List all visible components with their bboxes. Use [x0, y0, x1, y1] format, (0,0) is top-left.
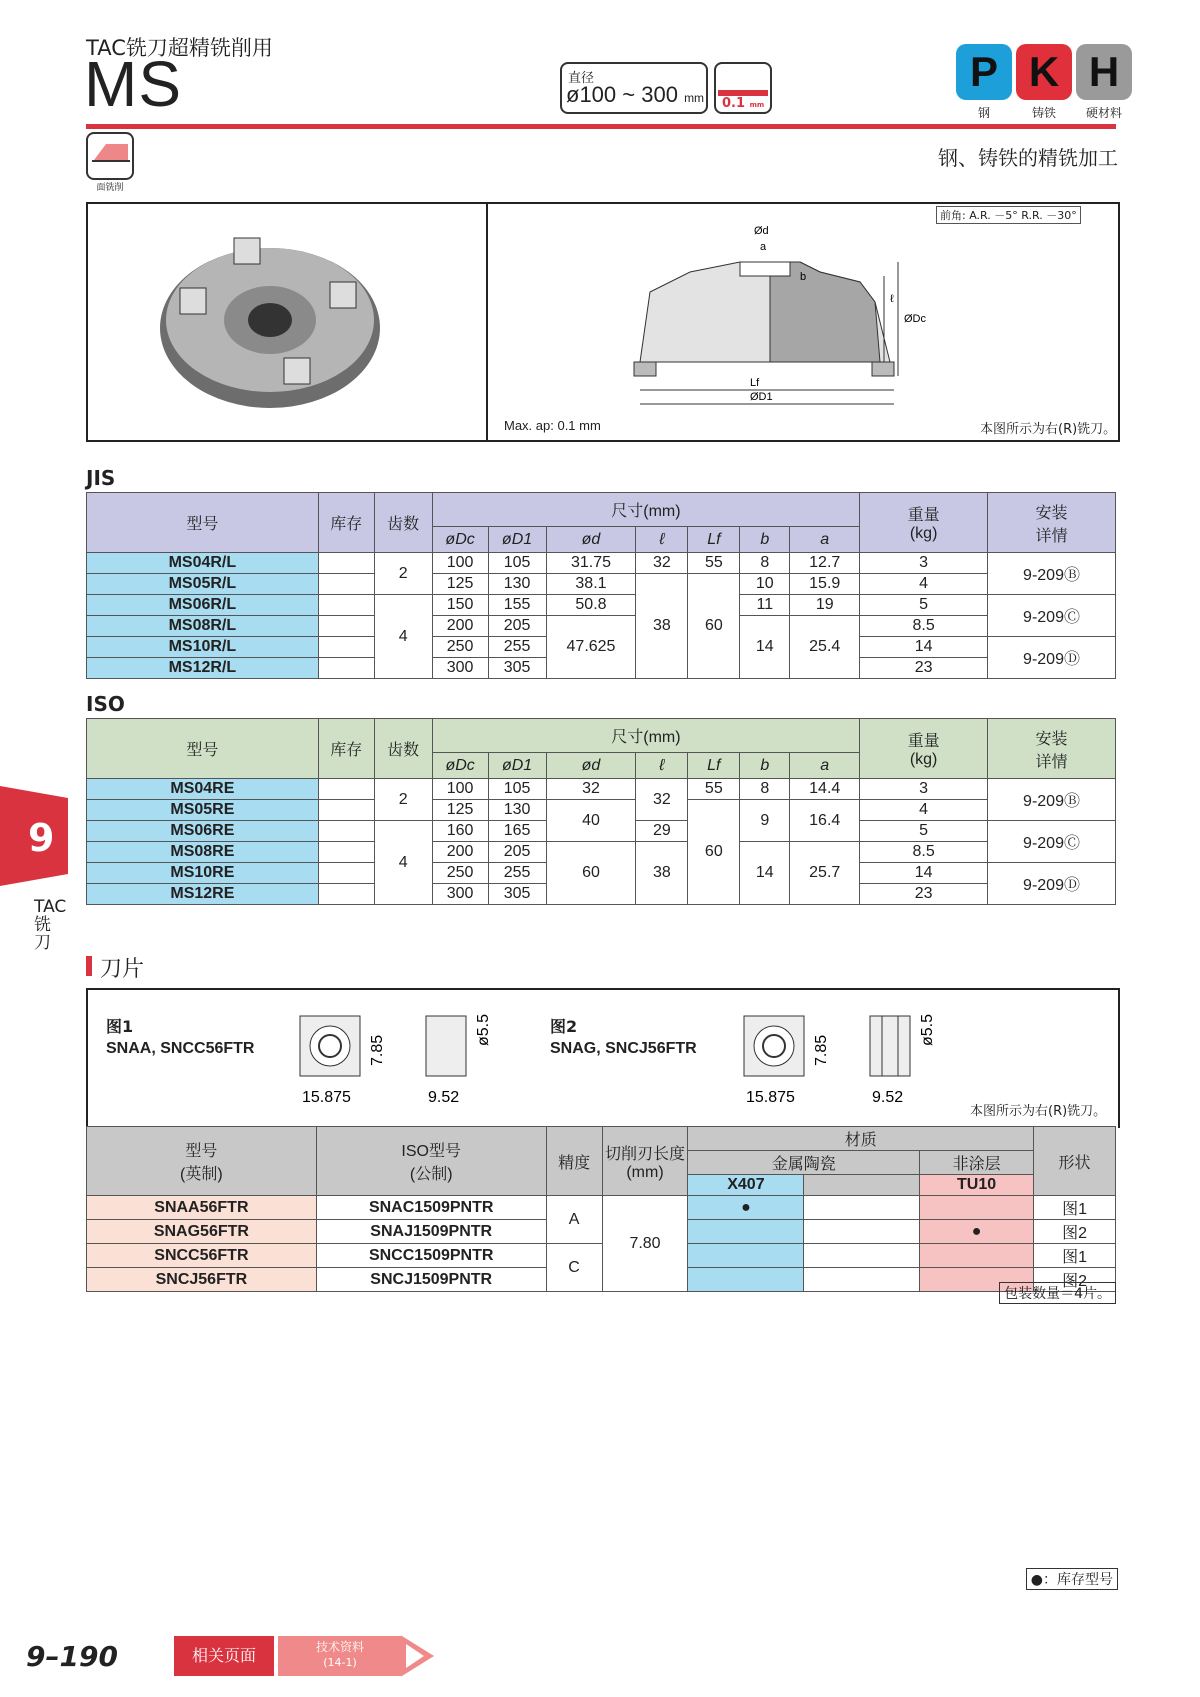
jis-teeth: 4 — [374, 595, 432, 679]
chapter-number: 9 — [28, 816, 55, 860]
iso-d1: 130 — [488, 800, 546, 821]
iso-d1: 255 — [488, 863, 546, 884]
jis-sub-d: ød — [546, 527, 636, 553]
jis-install[interactable]: 9-209Ⓑ — [988, 553, 1116, 595]
ins-shape: 图1 — [1034, 1196, 1116, 1220]
jis-l: 38 — [636, 574, 688, 679]
ins-precision: A — [546, 1196, 602, 1244]
iso-sub-d: ød — [546, 753, 636, 779]
iso-weight: 3 — [860, 779, 988, 800]
series-subtitle: TAC铣刀超精铣削用 — [86, 36, 273, 60]
jis-d: 50.8 — [546, 595, 636, 616]
iso-stock — [318, 842, 374, 863]
iso-lf: 55 — [688, 779, 740, 800]
dim-dc-label: Lf — [750, 377, 760, 389]
iso-teeth: 2 — [374, 779, 432, 821]
chapter-label: TAC铣刀 — [34, 897, 67, 953]
ins-x407 — [688, 1220, 804, 1244]
table-row — [87, 553, 1116, 574]
jis-model: MS08R/L — [87, 616, 319, 637]
ins-model: SNAG56FTR — [87, 1220, 317, 1244]
table-row — [87, 574, 1116, 595]
jis-d: 47.625 — [546, 616, 636, 679]
ins-col-shape: 形状 — [1034, 1127, 1116, 1196]
jis-stock — [318, 658, 374, 679]
iso-d1: 205 — [488, 842, 546, 863]
diameter-value: ø100 ~ 300 mm — [566, 82, 705, 107]
jis-model: MS12R/L — [87, 658, 319, 679]
iso-dc: 160 — [432, 821, 488, 842]
jis-d: 38.1 — [546, 574, 636, 595]
ins-model: SNAA56FTR — [87, 1196, 317, 1220]
jis-stock — [318, 637, 374, 658]
iso-weight: 8.5 — [860, 842, 988, 863]
dim-l-label: ℓ — [890, 293, 894, 305]
material-p-badge: P — [956, 44, 1012, 100]
iso-install[interactable]: 9-209Ⓒ — [988, 821, 1116, 863]
jis-teeth: 2 — [374, 553, 432, 595]
jis-weight: 5 — [860, 595, 988, 616]
iso-model: MS08RE — [87, 842, 319, 863]
ins-grade-tu10: TU10 — [920, 1175, 1034, 1196]
material-h-caption: 硬材料 — [1085, 106, 1122, 120]
jis-sub-d1: øD1 — [488, 527, 546, 553]
jis-sub-lf: Lf — [688, 527, 740, 553]
jis-dc: 200 — [432, 616, 488, 637]
jis-dc: 100 — [432, 553, 488, 574]
iso-d: 60 — [546, 842, 636, 905]
material-k-badge: K — [1016, 44, 1072, 100]
jis-d1: 155 — [488, 595, 546, 616]
ins-precision: C — [546, 1244, 602, 1292]
depth-badge — [714, 62, 772, 114]
jis-weight: 23 — [860, 658, 988, 679]
jis-model: MS05R/L — [87, 574, 319, 595]
ins-col-iso: ISO型号 (公制) — [316, 1127, 546, 1196]
iso-dc: 300 — [432, 884, 488, 905]
jis-b: 14 — [740, 616, 790, 679]
jis-col-dims: 尺寸(mm) — [432, 493, 860, 527]
iso-d1: 165 — [488, 821, 546, 842]
fig1-name: SNAA, SNCC56FTR — [106, 1040, 255, 1057]
dim-d-label: Ød — [754, 225, 769, 237]
ins-col-cermet: 金属陶瓷 — [688, 1151, 920, 1175]
ins-model: SNCJ56FTR — [87, 1268, 317, 1292]
iso-col-dims: 尺寸(mm) — [432, 719, 860, 753]
jis-stock — [318, 574, 374, 595]
insert-table — [86, 1126, 1116, 1292]
iso-model: MS10RE — [87, 863, 319, 884]
iso-weight: 14 — [860, 863, 988, 884]
max-ap: Max. ap: 0.1 mm — [504, 418, 601, 433]
ins-iso: SNCC1509PNTR — [316, 1244, 546, 1268]
ins-iso: SNAC1509PNTR — [316, 1196, 546, 1220]
stock-legend: ●：库存型号 — [1026, 1568, 1118, 1590]
iso-d1: 105 — [488, 779, 546, 800]
ins-x407 — [688, 1244, 804, 1268]
jis-weight: 4 — [860, 574, 988, 595]
ins-blank — [804, 1244, 920, 1268]
jis-d1: 105 — [488, 553, 546, 574]
jis-a: 19 — [790, 595, 860, 616]
iso-a: 14.4 — [790, 779, 860, 800]
diameter-label: 直径 — [568, 71, 595, 86]
ins-tu10: ● — [920, 1220, 1034, 1244]
iso-a: 25.7 — [790, 842, 860, 905]
ins-tu10 — [920, 1244, 1034, 1268]
iso-b: 14 — [740, 842, 790, 905]
ins-blank — [804, 1220, 920, 1244]
tech-data-label: 技术资料 — [315, 1640, 364, 1654]
iso-col-stock: 库存 — [318, 719, 374, 779]
jis-lf: 55 — [688, 553, 740, 574]
table-row — [87, 595, 1116, 616]
iso-model: MS06RE — [87, 821, 319, 842]
jis-b: 11 — [740, 595, 790, 616]
iso-dc: 100 — [432, 779, 488, 800]
jis-weight: 14 — [860, 637, 988, 658]
jis-d1: 130 — [488, 574, 546, 595]
iso-sub-l: ℓ — [636, 753, 688, 779]
ins-blank — [804, 1268, 920, 1292]
jis-col-stock: 库存 — [318, 493, 374, 553]
page-number: 9–190 — [26, 1640, 118, 1673]
ins-shape: 图2 — [1034, 1268, 1116, 1292]
depth-value: 0.1 mm — [722, 96, 765, 111]
jis-col-model: 型号 — [87, 493, 319, 553]
iso-model: MS05RE — [87, 800, 319, 821]
iso-l: 32 — [636, 779, 688, 821]
iso-dc: 200 — [432, 842, 488, 863]
jis-sub-l: ℓ — [636, 527, 688, 553]
iso-install[interactable]: 9-209Ⓓ — [988, 863, 1116, 905]
iso-col-weight: 重量 (kg) — [860, 719, 988, 779]
iso-sub-b: b — [740, 753, 790, 779]
table-row — [87, 616, 1116, 637]
ins-tu10 — [920, 1196, 1034, 1220]
jis-weight: 8.5 — [860, 616, 988, 637]
iso-b: 8 — [740, 779, 790, 800]
application-description: 钢、铸铁的精铣加工 — [938, 146, 1118, 170]
face-milling-icon — [86, 132, 134, 180]
ins-col-material: 材质 — [688, 1127, 1034, 1151]
insert-figure-note: 本图所示为右(R)铣刀。 — [970, 1104, 1107, 1119]
fig2-dim-hole: ø5.5 — [919, 1013, 936, 1046]
jis-col-weight: 重量 (kg) — [860, 493, 988, 553]
jis-a: 12.7 — [790, 553, 860, 574]
tech-data-ref: (14-1) — [323, 1656, 357, 1669]
material-k-caption: 铸铁 — [1031, 106, 1056, 120]
iso-teeth: 4 — [374, 821, 432, 905]
fig2-name: SNAG, SNCJ56FTR — [550, 1040, 697, 1057]
jis-l: 32 — [636, 553, 688, 574]
ins-col-uncoated: 非涂层 — [920, 1151, 1034, 1175]
dim-b-label: b — [800, 271, 807, 283]
iso-install[interactable]: 9-209Ⓑ — [988, 779, 1116, 821]
iso-l: 38 — [636, 842, 688, 905]
tech-data-button[interactable] — [278, 1634, 438, 1678]
jis-model: MS06R/L — [87, 595, 319, 616]
rake-angle-note: 前角: A.R. －5° R.R. －30° — [936, 206, 1081, 224]
iso-sub-d1: øD1 — [488, 753, 546, 779]
jis-weight: 3 — [860, 553, 988, 574]
fig2-title: 图2 — [550, 1017, 578, 1036]
fig1-dim-hole: ø5.5 — [475, 1013, 492, 1046]
jis-model: MS04R/L — [87, 553, 319, 574]
ins-shape: 图1 — [1034, 1244, 1116, 1268]
iso-d: 32 — [546, 779, 636, 800]
jis-model: MS10R/L — [87, 637, 319, 658]
iso-col-install: 安装 详情 — [988, 719, 1116, 779]
jis-table — [86, 492, 1116, 679]
dim-d1-label: ØD1 — [750, 391, 773, 403]
jis-d1: 205 — [488, 616, 546, 637]
jis-b: 10 — [740, 574, 790, 595]
iso-b: 9 — [740, 800, 790, 842]
page-title: MS — [84, 48, 182, 120]
figure-note: 本图所示为右(R)铣刀。 — [980, 422, 1117, 437]
iso-dc: 250 — [432, 863, 488, 884]
operation-caption: 面铣削 — [96, 183, 124, 193]
iso-model: MS04RE — [87, 779, 319, 800]
jis-dc: 125 — [432, 574, 488, 595]
jis-lf: 60 — [688, 574, 740, 679]
iso-sub-dc: øDc — [432, 753, 488, 779]
ins-col-precision: 精度 — [546, 1127, 602, 1196]
jis-stock — [318, 595, 374, 616]
jis-col-install: 安装 详情 — [988, 493, 1116, 553]
material-p-caption: 钢 — [977, 106, 990, 120]
jis-sub-a: a — [790, 527, 860, 553]
ins-col-cutlen: 切削刃长度 (mm) — [602, 1127, 688, 1196]
table-row — [87, 800, 1116, 821]
related-pages-button[interactable]: 相关页面 — [174, 1636, 274, 1676]
diameter-badge — [560, 62, 708, 114]
iso-sub-lf: Lf — [688, 753, 740, 779]
iso-stock — [318, 884, 374, 905]
iso-col-model: 型号 — [87, 719, 319, 779]
jis-stock — [318, 553, 374, 574]
ins-grade-x407: X407 — [688, 1175, 804, 1196]
table-row — [87, 1196, 1116, 1220]
iso-table — [86, 718, 1116, 905]
iso-sub-a: a — [790, 753, 860, 779]
insert-section-title: 刀片 — [100, 957, 145, 982]
fig1-dim-height: 7.85 — [369, 1034, 386, 1066]
tool-drawing — [620, 222, 940, 416]
ins-iso: SNCJ1509PNTR — [316, 1268, 546, 1292]
jis-dc: 300 — [432, 658, 488, 679]
ins-model: SNCC56FTR — [87, 1244, 317, 1268]
figure-divider — [486, 202, 488, 442]
iso-col-teeth: 齿数 — [374, 719, 432, 779]
jis-col-teeth: 齿数 — [374, 493, 432, 553]
fig1-dim-thick: 9.52 — [428, 1089, 460, 1106]
table-row — [87, 1244, 1116, 1268]
iso-d: 40 — [546, 800, 636, 842]
section-marker — [86, 956, 92, 976]
iso-weight: 4 — [860, 800, 988, 821]
ins-col-model: 型号 (英制) — [87, 1127, 317, 1196]
header-divider — [86, 124, 1116, 129]
fig2-dim-height: 7.85 — [813, 1034, 830, 1066]
jis-install[interactable]: 9-209Ⓓ — [988, 637, 1116, 679]
table-row — [87, 779, 1116, 800]
dim-lf-label: ØDc — [904, 313, 926, 325]
dim-a-label: a — [760, 241, 767, 253]
ins-x407 — [688, 1268, 804, 1292]
iso-stock — [318, 863, 374, 884]
iso-stock — [318, 800, 374, 821]
jis-a: 25.4 — [790, 616, 860, 679]
jis-section-title: JIS — [86, 466, 116, 490]
ins-grade-blank — [804, 1175, 920, 1196]
iso-stock — [318, 821, 374, 842]
jis-install[interactable]: 9-209Ⓒ — [988, 595, 1116, 637]
ins-shape: 图2 — [1034, 1220, 1116, 1244]
iso-stock — [318, 779, 374, 800]
jis-dc: 250 — [432, 637, 488, 658]
iso-weight: 5 — [860, 821, 988, 842]
iso-d1: 305 — [488, 884, 546, 905]
iso-lf: 60 — [688, 800, 740, 905]
tool-photo — [150, 228, 390, 422]
jis-dc: 150 — [432, 595, 488, 616]
fig1-dim-width: 15.875 — [302, 1089, 351, 1106]
iso-a: 16.4 — [790, 800, 860, 842]
pack-quantity: 包装数量＝4片。 — [999, 1282, 1116, 1304]
iso-weight: 23 — [860, 884, 988, 905]
ins-iso: SNAJ1509PNTR — [316, 1220, 546, 1244]
ins-cutlen: 7.80 — [602, 1196, 688, 1292]
ins-blank — [804, 1196, 920, 1220]
jis-a: 15.9 — [790, 574, 860, 595]
jis-d1: 255 — [488, 637, 546, 658]
jis-d: 31.75 — [546, 553, 636, 574]
iso-dc: 125 — [432, 800, 488, 821]
fig1-title: 图1 — [106, 1017, 134, 1036]
jis-sub-b: b — [740, 527, 790, 553]
fig2-dim-width: 15.875 — [746, 1089, 795, 1106]
jis-d1: 305 — [488, 658, 546, 679]
fig2-dim-thick: 9.52 — [872, 1089, 904, 1106]
jis-sub-dc: øDc — [432, 527, 488, 553]
material-h-badge: H — [1076, 44, 1132, 100]
jis-b: 8 — [740, 553, 790, 574]
jis-stock — [318, 616, 374, 637]
iso-section-title: ISO — [86, 692, 125, 716]
iso-model: MS12RE — [87, 884, 319, 905]
table-row — [87, 842, 1116, 863]
iso-l: 29 — [636, 821, 688, 842]
ins-x407: ● — [688, 1196, 804, 1220]
